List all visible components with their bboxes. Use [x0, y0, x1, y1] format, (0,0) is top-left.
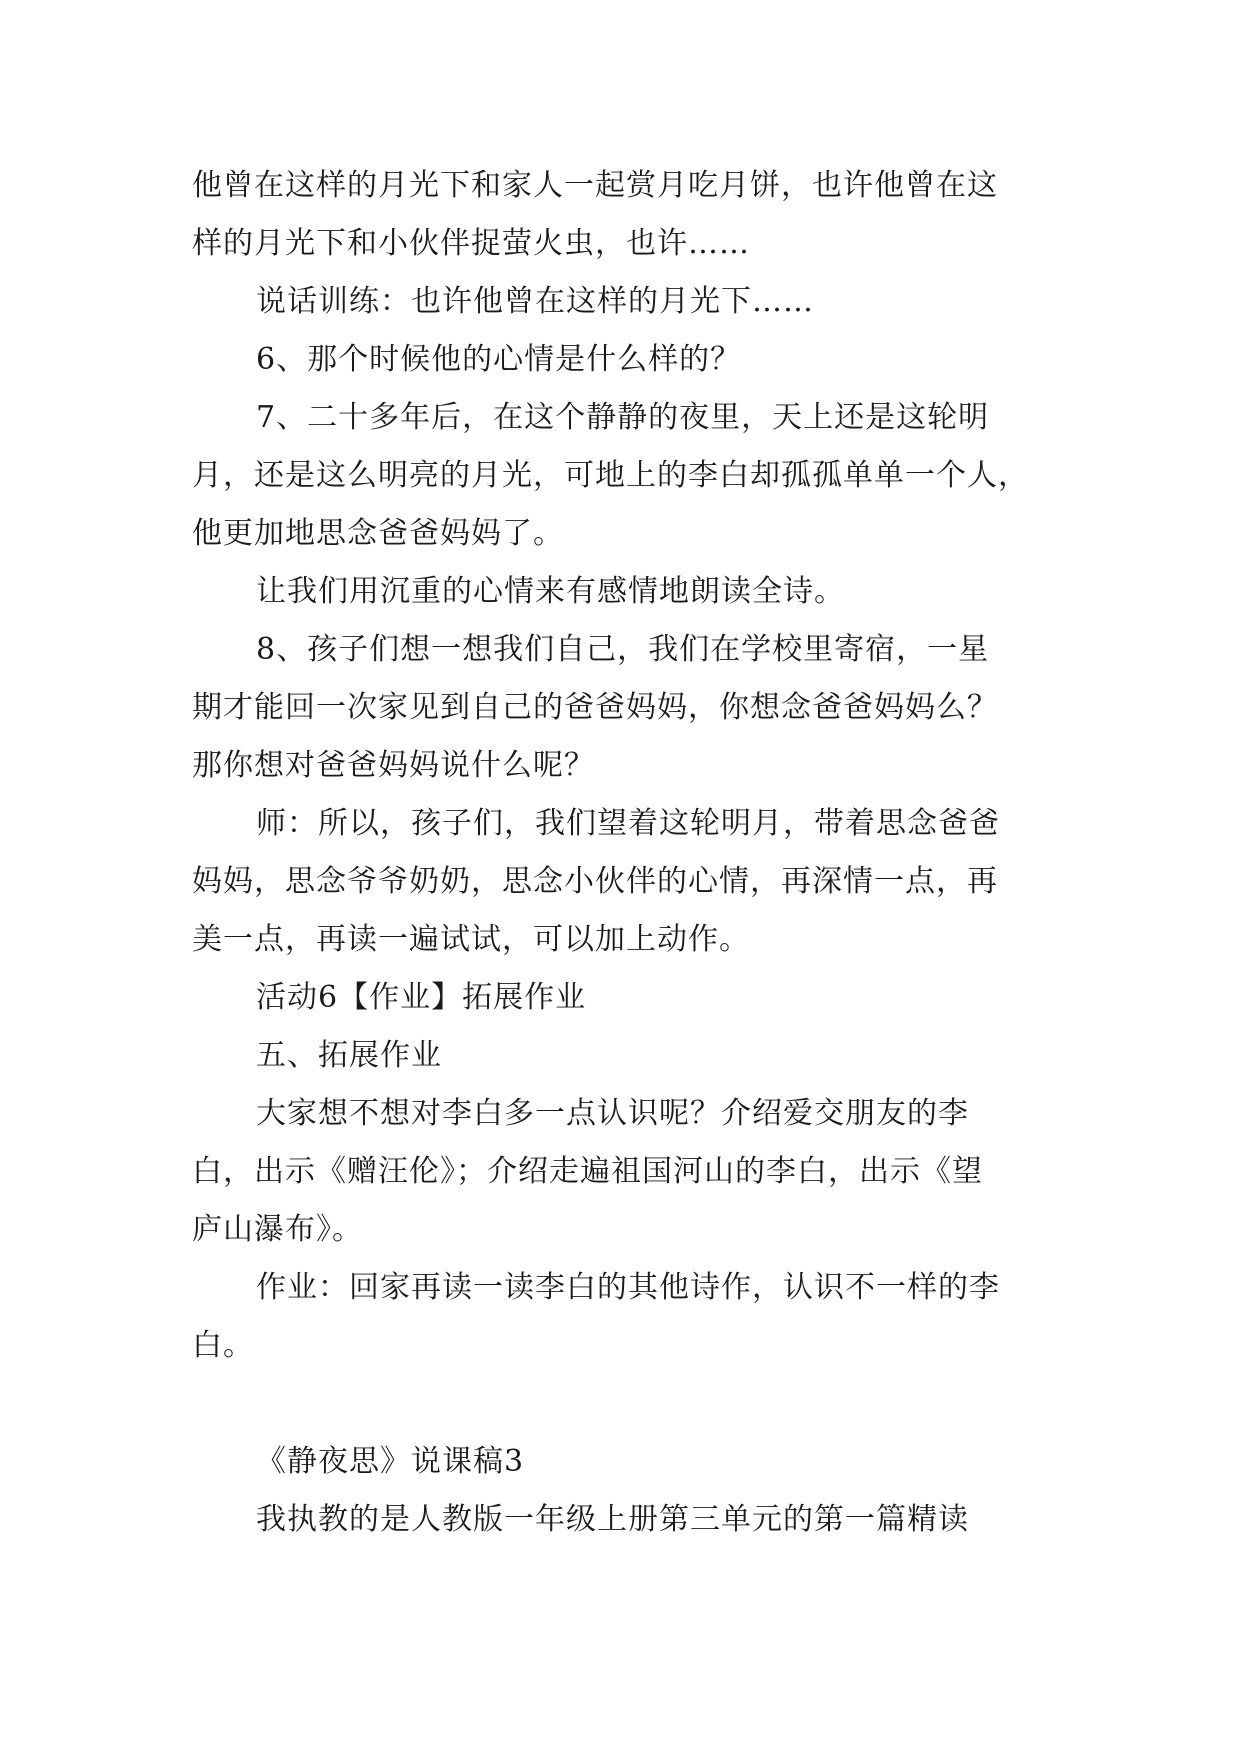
text-line: 美一点，再读一遍试试，可以加上动作。: [192, 922, 750, 957]
text-line: 6、那个时候他的心情是什么样的？: [256, 342, 742, 377]
text-line: 8、孩子们想一想我们自己，我们在学校里寄宿，一星: [256, 632, 990, 667]
text-line: 白，出示《赠汪伦》；介绍走遍祖国河山的李白，出示《望: [192, 1154, 983, 1189]
text-line: 他更加地思念爸爸妈妈了。: [192, 516, 564, 551]
text-line: 大家想不想对李白多一点认识呢？介绍爱交朋友的李: [256, 1096, 969, 1131]
text-line: 师：所以，孩子们，我们望着这轮明月，带着思念爸爸: [256, 806, 1000, 841]
text-line: 7、二十多年后，在这个静静的夜里，天上还是这轮明: [256, 400, 990, 435]
text-line: 月，还是这么明亮的月光，可地上的李白却孤孤单单一个人，: [192, 458, 1029, 493]
text-line: 他曾在这样的月光下和家人一起赏月吃月饼，也许他曾在这: [192, 168, 998, 203]
activity-heading: 活动6【作业】拓展作业: [256, 980, 587, 1015]
text-line: 作业：回家再读一读李白的其他诗作，认识不一样的李: [256, 1270, 1000, 1305]
text-line: 样的月光下和小伙伴捉萤火虫，也许……: [192, 226, 750, 261]
text-line: 白。: [192, 1328, 254, 1363]
text-line: 期才能回一次家见到自己的爸爸妈妈，你想念爸爸妈妈么？: [192, 690, 998, 725]
text-line: 我执教的是人教版一年级上册第三单元的第一篇精读: [256, 1502, 969, 1537]
text-line: 庐山瀑布》。: [192, 1212, 363, 1247]
text-line: 那你想对爸爸妈妈说什么呢？: [192, 748, 595, 783]
text-line: 妈妈，思念爷爷奶奶，思念小伙伴的心情，再深情一点，再: [192, 864, 998, 899]
text-line: 让我们用沉重的心情来有感情地朗读全诗。: [256, 574, 845, 609]
text-line: 说话训练：也许他曾在这样的月光下……: [256, 284, 814, 319]
section-heading: 五、拓展作业: [256, 1038, 442, 1073]
document-title: 《静夜思》说课稿3: [256, 1444, 525, 1479]
